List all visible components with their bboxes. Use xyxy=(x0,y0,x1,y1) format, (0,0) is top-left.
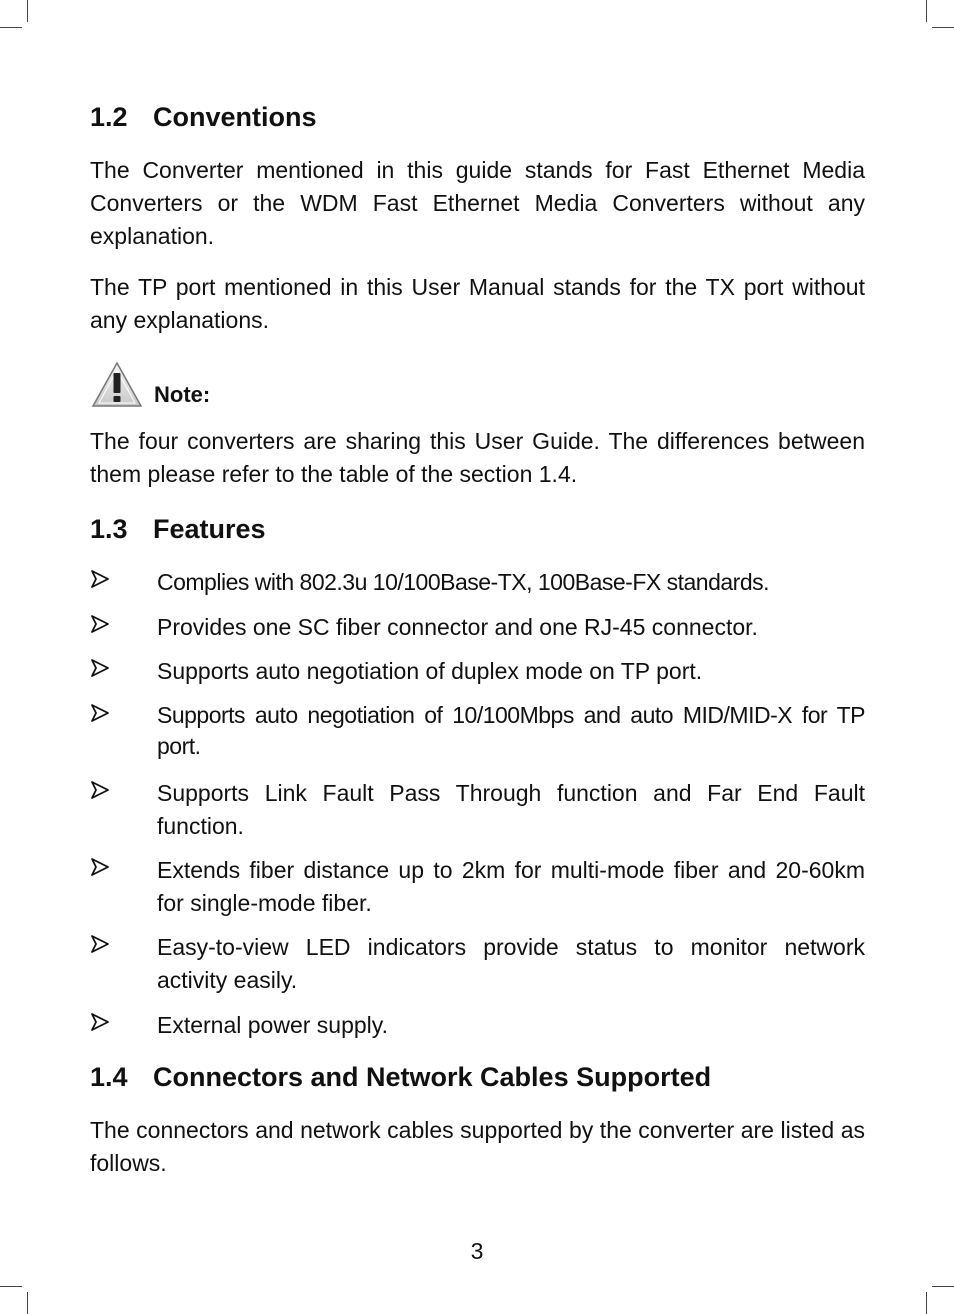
arrowhead-bullet-icon xyxy=(90,856,110,878)
feature-text: Extends fiber distance up to 2km for multi-mode fiber and 20-60km for single-mode fiber. xyxy=(157,857,865,916)
page-number: 3 xyxy=(470,1238,484,1264)
feature-text: External power supply. xyxy=(157,1012,388,1038)
feature-text: Supports auto negotiation of 10/100Mbps and auto MID/MID-X for TP port. xyxy=(157,702,865,759)
feature-text: Supports Link Fault Pass Through function and Far End Fault function. xyxy=(157,780,865,839)
heading-conventions xyxy=(90,102,317,133)
crop-mark-top-right-h xyxy=(932,27,954,28)
crop-mark-bottom-left-v xyxy=(27,1292,28,1314)
heading-features xyxy=(90,514,266,545)
warning-icon xyxy=(90,360,144,410)
conventions-paragraph-1: The Converter mentioned in this guide stands for Fast Ethernet Media Converters or the WDM Fast Ethernet Media Converters without any explanation. xyxy=(90,157,865,249)
connectors-paragraph: The connectors and network cables supported by the converter are listed as follows. xyxy=(90,1117,865,1176)
crop-mark-bottom-right-v xyxy=(926,1292,927,1314)
section-title: Conventions xyxy=(153,102,317,132)
feature-text: Complies with 802.3u 10/100Base-TX, 100Base-FX standards. xyxy=(157,569,770,595)
conventions-paragraph-2: The TP port mentioned in this User Manual stands for the TX port without any explanations. xyxy=(90,274,865,333)
arrowhead-bullet-icon xyxy=(90,568,110,590)
crop-mark-bottom-right-h xyxy=(932,1286,954,1287)
crop-mark-top-right-v xyxy=(926,0,927,22)
heading-connectors xyxy=(90,1062,711,1093)
note-callout xyxy=(90,360,390,410)
section-title: Features xyxy=(153,514,266,544)
section-title: Connectors and Network Cables Supported xyxy=(153,1062,712,1092)
crop-mark-top-left-h xyxy=(0,27,22,28)
arrowhead-bullet-icon xyxy=(90,657,110,679)
arrowhead-bullet-icon xyxy=(90,613,110,635)
arrowhead-bullet-icon xyxy=(90,933,110,955)
crop-mark-bottom-left-h xyxy=(0,1286,22,1287)
arrowhead-bullet-icon xyxy=(90,1011,110,1033)
feature-text: Easy-to-view LED indicators provide status to monitor network activity easily. xyxy=(157,934,865,993)
section-number: 1.3 xyxy=(90,514,128,544)
arrowhead-bullet-icon xyxy=(90,702,110,724)
section-number: 1.4 xyxy=(90,1062,128,1092)
note-text: The four converters are sharing this User Guide. The differences between them please refer to the table of the section 1.4. xyxy=(90,428,865,487)
arrowhead-bullet-icon xyxy=(90,779,110,801)
section-number: 1.2 xyxy=(90,102,128,132)
feature-text: Provides one SC fiber connector and one RJ-45 connector. xyxy=(157,614,758,640)
feature-text: Supports auto negotiation of duplex mode on TP port. xyxy=(157,658,703,684)
crop-mark-top-left-v xyxy=(27,0,28,22)
note-label: Note: xyxy=(154,382,211,407)
